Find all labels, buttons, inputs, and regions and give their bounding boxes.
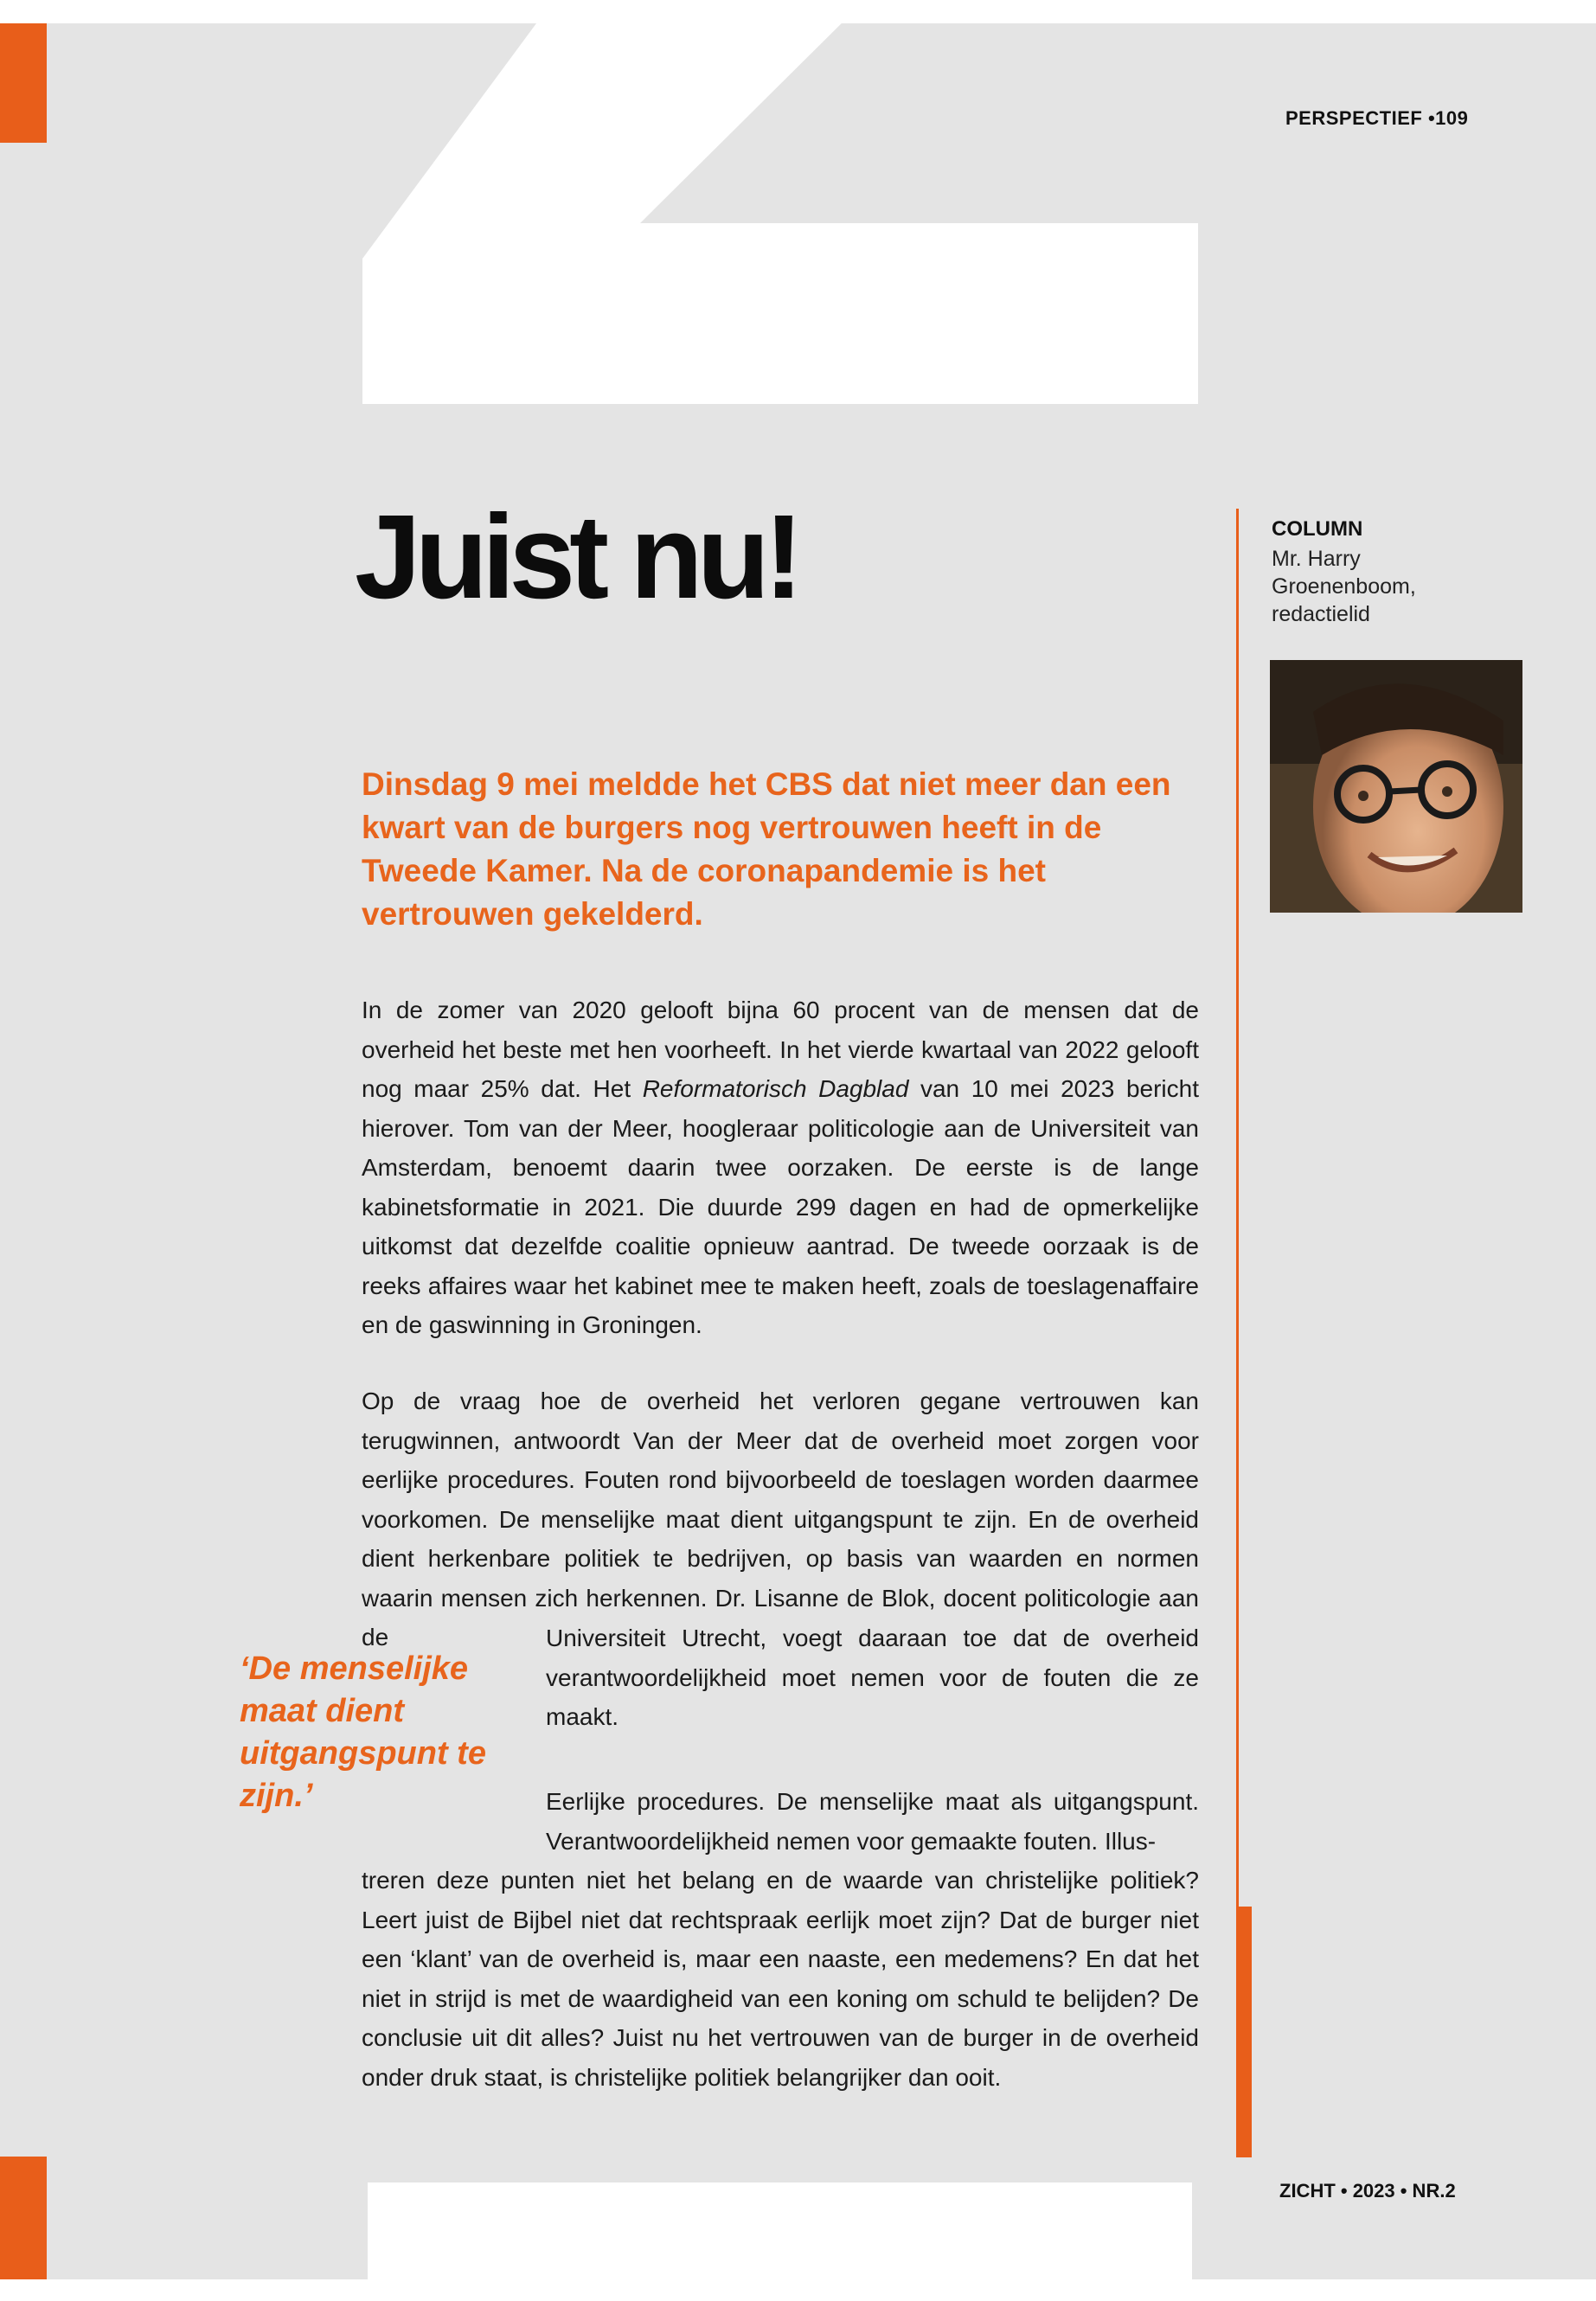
body-paragraph-2 — [362, 1381, 1199, 1657]
body-paragraph-2-continued — [546, 1618, 1199, 1737]
body-paragraph-3 — [362, 1861, 1199, 2097]
author-portrait-image — [1270, 660, 1522, 913]
para2-continued-text: Universiteit Utrecht, voegt daaraan toe dat de overheid verantwoordelijkheid moet nemen voor de fouten die ze maakt. — [546, 1625, 1199, 1730]
para1-text-a: In de zomer van 2020 gelooft bijna 60 procent van de mensen dat de overheid het beste met hen voorheeft. In het vierde kwartaal van 2022 gelooft nog maar 25% dat. Het — [362, 997, 1199, 1102]
bottom-white-strip — [0, 2279, 1596, 2301]
column-divider-accent — [1236, 1907, 1252, 2157]
newspaper-title: Reformatorisch Dagblad — [642, 1075, 909, 1102]
author-photo — [1270, 660, 1522, 913]
column-author: Mr. Harry Groenenboom, redactielid — [1272, 547, 1416, 626]
column-divider-line — [1236, 509, 1239, 1936]
body-paragraph-3-start — [546, 1782, 1199, 1861]
z-graphic-bottom — [368, 2182, 1192, 2282]
column-label: COLUMN — [1272, 517, 1363, 541]
para3-start-text: Eerlijke procedures. De menselijke maat als uitgangspunt. Verantwoordelijkheid nemen voor gemaakte fouten. Illus- — [546, 1788, 1199, 1855]
section-name: PERSPECTIEF — [1285, 107, 1423, 129]
article-title: Juist nu! — [355, 490, 798, 624]
pull-quote: ‘De menselijke maat dient uitgangspunt te zijn.’ — [240, 1650, 486, 1814]
z-graphic-top — [0, 0, 1596, 407]
body-paragraph-1 — [362, 990, 1199, 1345]
para3-text: treren deze punten niet het belang en de waarde van christelijke politiek? Leert juist de Bijbel niet dat rechtspraak eerlijk moet zijn? Dat de burger niet een ‘klant’ van de overheid is, maar een naaste, een medemens? En dat het niet in strijd is met de waardigheid van een koning om schuld te belijden? De conclusie uit dit alles? Juist nu het vertrouwen van de burger in de overheid onder druk staat, is christelijke politiek belangrijker dan ooit. — [362, 1867, 1199, 2091]
header-section-label — [1285, 107, 1468, 130]
para2-text: Op de vraag hoe de overheid het verloren gegane vertrouwen kan terugwinnen, antwoordt Van der Meer dat de overheid moet zorgen voor eerlijke procedures. Fouten rond bijvoorbeeld de toeslagen worden daarmee voorkomen. De menselijke maat dient uitgangspunt te zijn. En de overheid dient herkenbare politiek te bedrijven, op basis van waarden en normen waarin mensen zich herkennen. Dr. Lisanne de Blok, docent politicologie aan de — [362, 1388, 1199, 1650]
footer-publication: ZICHT • 2023 • NR.2 — [1279, 2180, 1456, 2202]
article-lead: Dinsdag 9 mei meldde het CBS dat niet meer dan een kwart van de burgers nog vertrouwen heeft in de Tweede Kamer. Na de coronapandemie is het vertrouwen gekelderd. — [362, 766, 1171, 932]
page-number: •109 — [1427, 107, 1469, 129]
para1-text-b: van 10 mei 2023 bericht hierover. Tom van der Meer, hoogleraar politicologie aan de Universiteit van Amsterdam, benoemt daarin twee oorzaken. De eerste is de lange kabinetsformatie in 2021. Die duurde 299 dagen en had de opmerkelijke uitkomst dat dezelfde coalitie opnieuw aantrad. De tweede oorzaak is de reeks affaires waar het kabinet mee te maken heeft, zoals de toeslagenaffaire en de gaswinning in Groningen. — [362, 1075, 1199, 1338]
